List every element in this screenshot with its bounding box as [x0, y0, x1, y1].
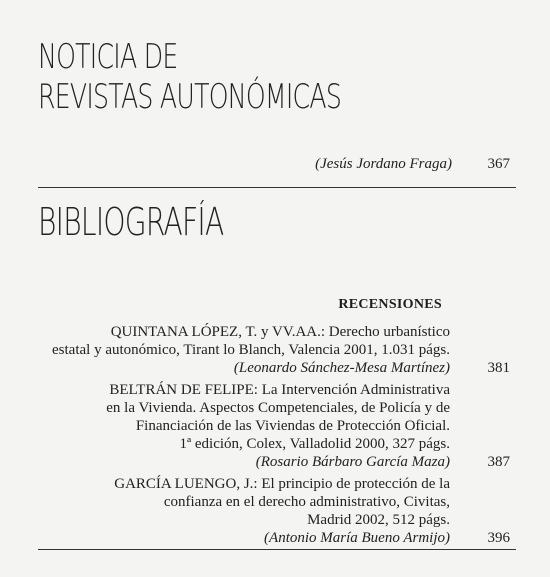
entry-line: Madrid 2002, 512 págs.	[307, 512, 450, 528]
entry-line: estatal y autonómico, Tirant lo Blanch, Valencia 2001, 1.031 págs.	[52, 342, 450, 358]
entry-author: (Leonardo Sánchez-Mesa Martínez)	[233, 360, 450, 376]
bottom-divider	[38, 549, 516, 550]
entry-line: GARCÍA LUENGO, J.: El principio de protección de la	[114, 476, 450, 492]
entry-author: (Antonio María Bueno Armijo)	[264, 530, 450, 546]
entry-line: 1ª edición, Colex, Valladolid 2000, 327 págs.	[179, 436, 450, 452]
subheading-recensiones: RECENSIONES	[338, 297, 442, 312]
index-entry-1	[0, 323, 550, 379]
index-entry-2	[0, 381, 550, 473]
section-title-line-2: REVISTAS AUTONÓMICAS	[38, 77, 342, 117]
entry-author: (Rosario Bárbaro García Maza)	[255, 454, 450, 470]
entry-page-number: 381	[487, 360, 510, 376]
section-divider	[38, 187, 516, 188]
section-title-bibliografia: BIBLIOGRAFÍA	[38, 200, 224, 244]
entry-line: confianza en el derecho administrativo, Civitas,	[163, 494, 450, 510]
entry-page-number: 387	[487, 454, 510, 470]
entry-page-number: 396	[487, 530, 510, 546]
entry-line: QUINTANA LÓPEZ, T. y VV.AA.: Derecho urbanístico	[110, 324, 450, 340]
entry-line: BELTRÁN DE FELIPE: La Intervención Administrativa	[109, 382, 450, 398]
section-title-line-1: NOTICIA DE	[38, 37, 178, 77]
entry-author: (Jesús Jordano Fraga)	[315, 156, 452, 172]
entry-line: Financiación de las Viviendas de Protección Oficial.	[135, 418, 450, 434]
index-entry-revistas	[0, 155, 550, 173]
entry-line: en la Vivienda. Aspectos Competenciales, de Policía y de	[106, 400, 450, 416]
entry-page-number: 367	[487, 156, 510, 172]
index-entry-3	[0, 475, 550, 549]
